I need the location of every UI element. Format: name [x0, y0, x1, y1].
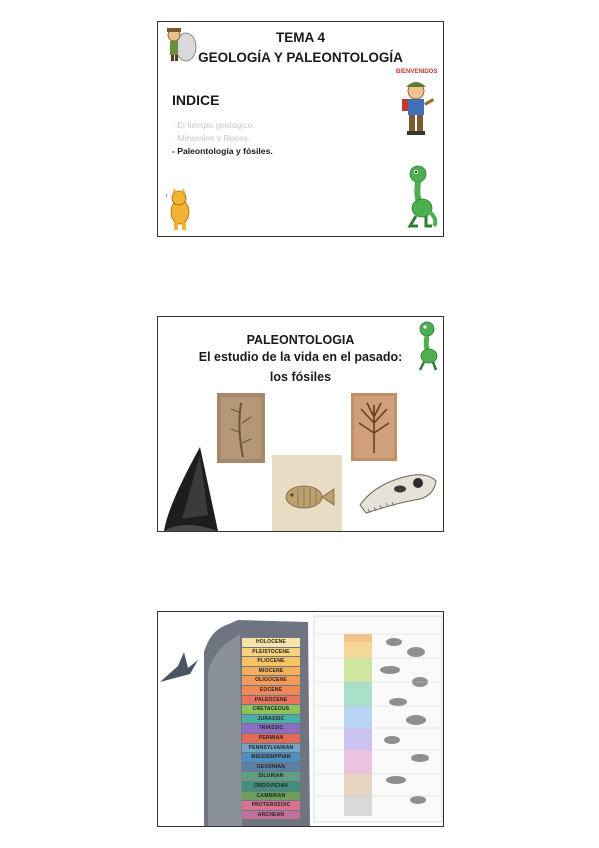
cartoon-hiker-image [398, 77, 440, 137]
period-band: MISSISSIPPIAN [242, 753, 300, 762]
leaf-fossil-image [351, 393, 397, 461]
period-band: HOLOCENE [242, 638, 300, 647]
period-band: PALEOCENE [242, 696, 300, 705]
index-item-minerals: - Minerales y Rocas. [172, 133, 251, 143]
cartoon-explorer-image [164, 25, 198, 63]
slide-2-title: PALEONTOLOGIA [246, 333, 355, 347]
green-dinosaur-image [414, 320, 442, 372]
svg-text:?: ? [165, 194, 168, 200]
cartoon-cat-image [164, 188, 194, 232]
green-dinosaur-image [404, 164, 440, 230]
index-heading: INDICE [172, 92, 220, 108]
period-band: PLIOCENE [242, 657, 300, 666]
welcome-label: BIENVENIDOS [396, 69, 438, 75]
index-item-paleontology: - Paleontología y fósiles. [172, 146, 273, 156]
geologic-column-illustration [158, 612, 444, 827]
plant-fossil-image [217, 393, 265, 463]
fish-fossil-image [272, 455, 342, 532]
index-item-time: - El tiempo geológico. [172, 120, 255, 130]
slide-2-line-3: los fósiles [269, 370, 332, 384]
period-band: MIOCENE [242, 667, 300, 676]
dinosaur-skull-image [356, 459, 440, 523]
slide-2 [157, 316, 444, 532]
period-band: JURASSIC [242, 715, 300, 724]
slide-1-title: TEMA 4 [275, 30, 325, 45]
period-band: SILURIAN [242, 772, 300, 781]
slide-2-line-2: El estudio de la vida en el pasado: [198, 350, 403, 364]
period-band: ORDOVICIAN [242, 782, 300, 791]
period-band: PENNSYLVANIAN [242, 744, 300, 753]
period-band: CRETACEOUS [242, 705, 300, 714]
period-band: PERMIAN [242, 734, 300, 743]
slide-1-subtitle: GEOLOGÍA Y PALEONTOLOGÍA [198, 50, 403, 65]
period-band: EOCENE [242, 686, 300, 695]
period-band: PROTEROZOIC [242, 801, 300, 810]
period-band: PLEISTOCENE [242, 648, 300, 657]
slide-1 [157, 21, 444, 237]
period-band: OLIGOCENE [242, 676, 300, 685]
period-band: CAMBRIAN [242, 792, 300, 801]
index-list [172, 119, 273, 158]
period-band: ARCHEAN [242, 811, 300, 820]
period-band: DEVONIAN [242, 763, 300, 772]
shark-tooth-image [160, 445, 222, 532]
period-band: TRIASSIC [242, 724, 300, 733]
slide-3 [157, 611, 444, 827]
